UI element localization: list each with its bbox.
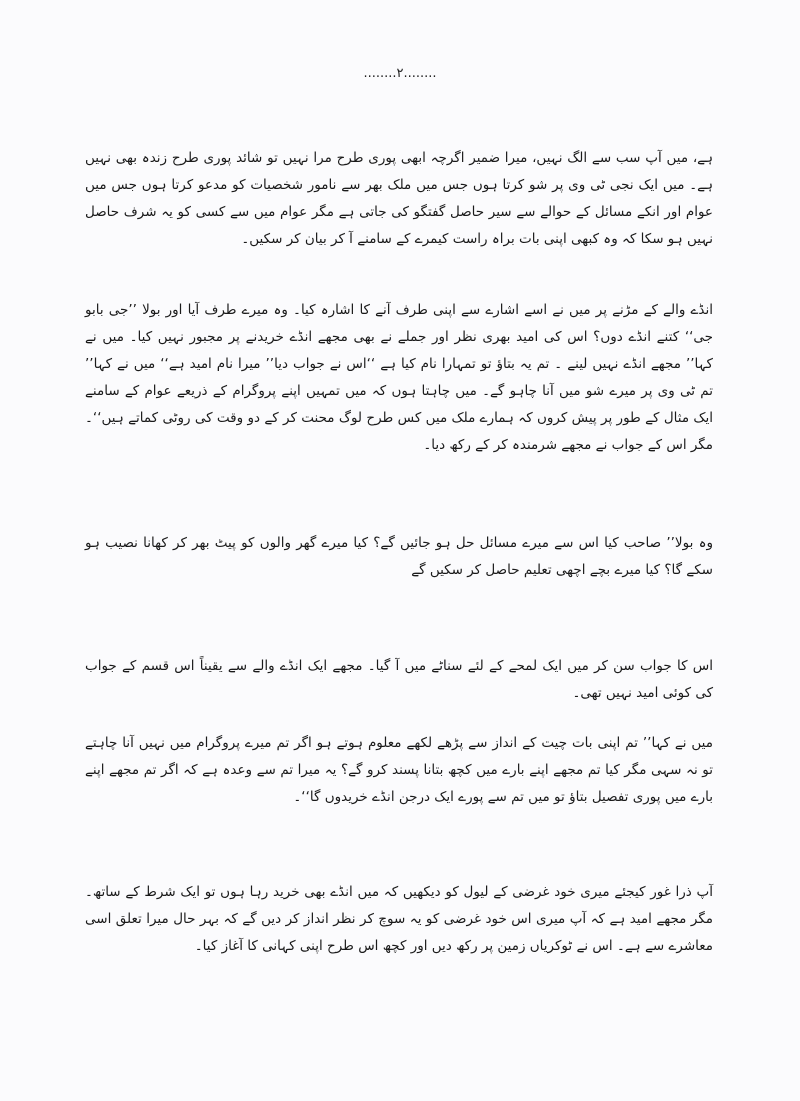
paragraph-1: ہے، میں آپ سب سے الگ نہیں، میرا ضمیر اگرچہ ابھی پوری طرح مرا نہیں تو شائد پوری طرح زندہ بھی نہیں ہے۔ میں ایک نجی ٹی وی پر شو کرتا ہوں جس میں ملک بھر سے نامور شخصیات کو مدعو کرتا ہوں جس میں عوام اور انکے مسائل کے حوالے سے سیر حاصل گفتگو کی جاتی ہے مگر عوام میں سے کسی کو یہ شرف حاصل نہیں ہو سکا کہ وہ کبھی اپنی بات براہ راست کیمرے کے سامنے آ کر بیان کر سکیں۔	[85, 150, 713, 247]
page-number: ........٢........	[363, 66, 437, 81]
paragraph-6: آپ ذرا غور کیجئے میری خود غرضی کے لیول کو دیکھیں کہ میں انڈے بھی خرید رہا ہوں تو ایک شرط کے ساتھ۔ مگر مجھے امید ہے کہ آپ میری اس خود غرضی کو یہ سوچ کر نظر انداز کر دیں گے کہ بہر حال میرا تعلق اسی معاشرے سے ہے۔ اس نے ٹوکریاں زمین پر رکھ دیں اور کچھ اس طرح اپنی کہانی کا آغاز کیا۔	[85, 884, 713, 954]
paragraph-4: اس کا جواب سن کر میں ایک لمحے کے لئے سناٹے میں آ گیا۔ مجھے ایک انڈے والے سے یقیناً اس قسم کے جواب کی کوئی امید نہیں تھی۔	[85, 658, 713, 701]
paragraph-2: انڈے والے کے مڑنے پر میں نے اسے اشارے سے اپنی طرف آنے کا اشارہ کیا۔ وہ میرے طرف آیا اور بولا ’’جی بابو جی‘‘ کتنے انڈے دوں؟ اس کی امید بھری نظر اور جملے نے بھی مجھے انڈے خریدنے پر مجبور نہیں کیا۔ میں نے کہا’’ مجھے انڈے نہیں لینے ۔ تم یہ بتاؤ تو تمہارا نام کیا ہے ‘‘اس نے جواب دیا’’ میرا نام امید ہے‘‘ میں نے کہا’’ تم ٹی وی پر میرے شو میں آنا چاہو گے۔ میں چاہتا ہوں کہ میں تمہیں اپنے پروگرام کے ذریعے عوام کے سامنے ایک مثال کے طور پر پیش کروں کہ ہمارے ملک میں کس طرح لوگ محنت کر کے دو وقت کی روٹی کماتے ہیں‘‘۔ مگر اس کے جواب نے مجھے شرمندہ کر کے رکھ دیا۔	[85, 302, 713, 453]
paragraph-5: میں نے کہا’’ تم اپنی بات چیت کے انداز سے پڑھے لکھے معلوم ہوتے ہو اگر تم میرے پروگرام میں نہیں آنا چاہتے تو نہ سہی مگر کیا تم مجھے اپنے بارے میں کچھ بتانا پسند کرو گے؟ یہ میرا تم سے وعدہ ہے کہ اگر تم مجھے اپنے بارے میں پوری تفصیل بتاؤ تو میں تم سے پورے ایک درجن انڈے خریدوں گا‘‘۔	[85, 735, 713, 805]
paragraph-3: وہ بولا’’ صاحب کیا اس سے میرے مسائل حل ہو جائیں گے؟ کیا میرے گھر والوں کو پیٹ بھر کر کھانا نصیب ہو سکے گا؟ کیا میرے بچے اچھی تعلیم حاصل کر سکیں گے	[85, 535, 713, 578]
